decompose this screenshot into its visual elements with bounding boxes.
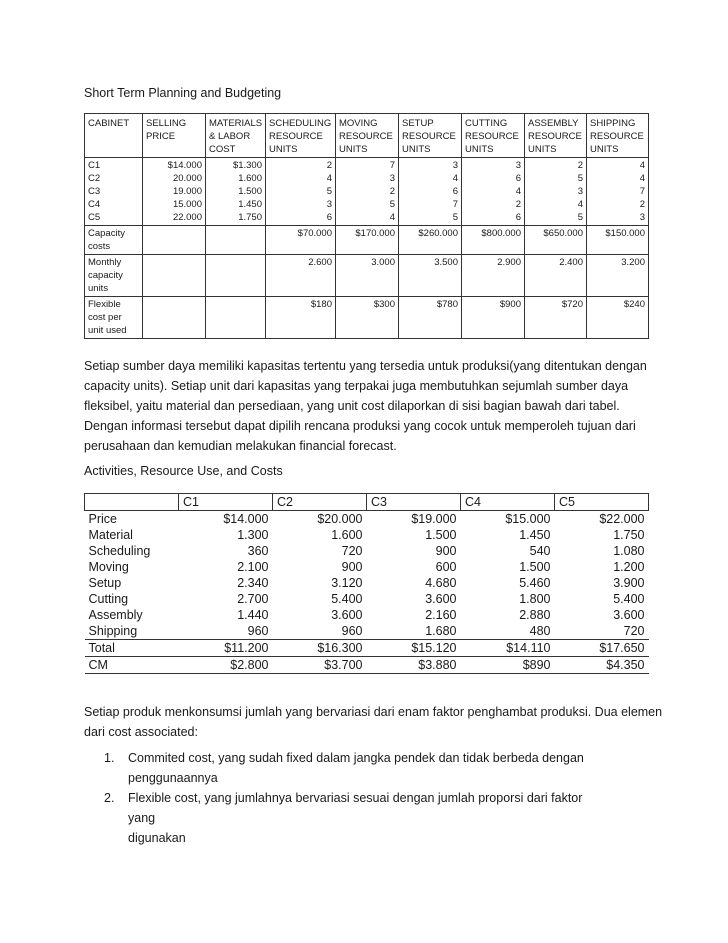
total-row	[85, 640, 649, 657]
table-cell: 960	[341, 624, 363, 638]
column-header: C1	[179, 494, 273, 511]
table-cell: 1.450	[519, 528, 551, 542]
table-cell: $720	[525, 297, 587, 339]
table-cell: 2.700	[237, 592, 269, 606]
column-header: C5	[555, 494, 649, 511]
table-cell: $180	[266, 297, 336, 339]
table-cell: 3.500	[399, 255, 462, 297]
capacity-costs-row	[85, 226, 649, 255]
table-cell: 900	[341, 560, 363, 574]
list-line: Flexible cost, yang jumlahnya bervariasi sesuai dengan jumlah proporsi dari faktor yang	[128, 791, 583, 825]
table-cell: $780	[399, 297, 462, 339]
column-header: C3	[367, 494, 461, 511]
header-cell: SETUP RESOURCE UNITS	[399, 114, 462, 158]
moving-units-cell: 7 3 2 5 4	[336, 158, 399, 226]
cabinet-resource-table	[84, 113, 649, 339]
row-label: Flexible cost per unit used	[85, 297, 143, 339]
materials-cost-cell: $1.300 1.600 1.500 1.450 1.750	[206, 158, 266, 226]
table-cell: 3.600	[613, 608, 645, 622]
table-cell: $14.110	[461, 640, 555, 657]
table-cell: 3.600	[425, 592, 457, 606]
row-label: Total	[85, 640, 179, 657]
cost-type-list	[104, 748, 604, 848]
table-cell: 2.340	[237, 576, 269, 590]
table-row	[85, 575, 649, 591]
list-item	[104, 748, 604, 788]
header-cell: CUTTING RESOURCE UNITS	[462, 114, 525, 158]
list-number: 2.	[104, 791, 115, 805]
table-header-row	[85, 494, 649, 511]
paragraph-factors	[84, 702, 664, 742]
table-cell: 4.680	[425, 576, 457, 590]
table-cell: $19.000	[367, 511, 461, 528]
row-label: Scheduling	[88, 544, 151, 558]
column-header: C2	[273, 494, 367, 511]
empty-cell	[143, 297, 206, 339]
list-item	[104, 788, 604, 848]
row-label: Cutting	[88, 592, 129, 606]
table-cell: $15.120	[367, 640, 461, 657]
table-cell: $3.880	[367, 657, 461, 674]
activities-cost-table	[84, 493, 649, 674]
table-cell: 360	[247, 544, 269, 558]
table-cell: 3.900	[613, 576, 645, 590]
table-cell: $17.650	[555, 640, 649, 657]
header-cell: SHIPPING RESOURCE UNITS	[587, 114, 649, 158]
cabinet-label-cell: C1 C2 C3 C4 C5	[85, 158, 143, 226]
table-cell: 3.600	[331, 608, 363, 622]
table-cell: $900	[462, 297, 525, 339]
table-cell: 1.800	[519, 592, 551, 606]
flexible-cost-row	[85, 297, 649, 339]
table-cell: $170.000	[336, 226, 399, 255]
section-title-planning: Short Term Planning and Budgeting	[84, 86, 282, 100]
table-row	[85, 543, 649, 559]
table-cell: $800.000	[462, 226, 525, 255]
table-row	[85, 527, 649, 543]
table-cell: $150.000	[587, 226, 649, 255]
table-cell: $20.000	[273, 511, 367, 528]
table-cell: 1.200	[613, 560, 645, 574]
table-header-row	[85, 114, 649, 158]
header-cell: MATERIALS & LABOR COST	[206, 114, 266, 158]
table-cell: $240	[587, 297, 649, 339]
table-cell: $11.200	[179, 640, 273, 657]
assembly-units-cell: 2 5 3 4 5	[525, 158, 587, 226]
table-cell: $4.350	[555, 657, 649, 674]
shipping-units-cell: 4 4 7 2 3	[587, 158, 649, 226]
table-cell: 1.750	[613, 528, 645, 542]
header-cell: SELLING PRICE	[143, 114, 206, 158]
table-cell: 540	[529, 544, 551, 558]
header-cell: ASSEMBLY RESOURCE UNITS	[525, 114, 587, 158]
cutting-units-cell: 3 6 4 2 6	[462, 158, 525, 226]
table-cell: 1.300	[237, 528, 269, 542]
monthly-units-row	[85, 255, 649, 297]
empty-cell	[143, 255, 206, 297]
table-cell: 1.500	[425, 528, 457, 542]
table-cell: $15.000	[461, 511, 555, 528]
table-cell: $650.000	[525, 226, 587, 255]
header-cell: SCHEDULING RESOURCE UNITS	[266, 114, 336, 158]
table-cell: $70.000	[266, 226, 336, 255]
table-cell: 720	[341, 544, 363, 558]
table-cell: $890	[461, 657, 555, 674]
table-cell: 600	[435, 560, 457, 574]
table-cell: 960	[247, 624, 269, 638]
table-cell: 720	[623, 624, 645, 638]
empty-cell	[85, 494, 179, 511]
table-cell: 1.600	[331, 528, 363, 542]
list-line: Commited cost, yang sudah fixed dalam jangka pendek dan tidak berbeda dengan	[128, 751, 584, 765]
scheduling-units-cell: 2 4 5 3 6	[266, 158, 336, 226]
table-cell: 2.100	[237, 560, 269, 574]
table-cell: 480	[529, 624, 551, 638]
section-title-activities: Activities, Resource Use, and Costs	[84, 464, 283, 478]
list-number: 1.	[104, 751, 115, 765]
table-cell: 2.880	[519, 608, 551, 622]
empty-cell	[143, 226, 206, 255]
table-cell: 5.460	[519, 576, 551, 590]
empty-cell	[206, 297, 266, 339]
row-label: Setup	[88, 576, 122, 590]
row-label: Material	[88, 528, 133, 542]
paragraph-line: Dengan informasi tersebut dapat dipilih rencana produksi yang cocok untuk memperoleh tujuan dari	[84, 419, 636, 433]
row-label: Moving	[88, 560, 129, 574]
table-cell: 3.000	[336, 255, 399, 297]
row-label: Monthly capacity units	[85, 255, 143, 297]
cm-row	[85, 657, 649, 674]
table-cell: 3.200	[587, 255, 649, 297]
table-cell: 1.080	[613, 544, 645, 558]
paragraph-line: perusahaan dan kemudian melakukan financial forecast.	[84, 439, 397, 453]
table-cell: $300	[336, 297, 399, 339]
empty-cell	[206, 255, 266, 297]
table-cell: $2.800	[179, 657, 273, 674]
list-line: digunakan	[128, 831, 186, 845]
table-cell: $3.700	[273, 657, 367, 674]
table-cell: 5.400	[331, 592, 363, 606]
table-cell: 2.900	[462, 255, 525, 297]
selling-price-cell: $14.000 20.000 19.000 15.000 22.000	[143, 158, 206, 226]
table-cell: 3.120	[331, 576, 363, 590]
list-line: penggunaannya	[128, 771, 218, 785]
paragraph-line: fleksibel, yaitu material dan persediaan, yang unit cost dilaporkan di sisi bagian bawah dari tabel.	[84, 399, 620, 413]
column-header: C4	[461, 494, 555, 511]
paragraph-line: Setiap produk menkonsumsi jumlah yang bervariasi dari enam faktor penghambat produksi. Dua elemen	[84, 705, 663, 719]
table-cell: 2.160	[425, 608, 457, 622]
cabinet-data-row	[85, 158, 649, 226]
paragraph-line: Setiap sumber daya memiliki kapasitas tertentu yang tersedia untuk produksi(yang ditentukan dengan	[84, 359, 647, 373]
table-cell: $22.000	[555, 511, 649, 528]
header-cell: CABINET	[85, 114, 143, 158]
table-cell: 900	[435, 544, 457, 558]
row-label: Assembly	[88, 608, 143, 622]
table-row	[85, 623, 649, 640]
table-cell: $14.000	[179, 511, 273, 528]
table-row	[85, 559, 649, 575]
paragraph-line: capacity units). Setiap unit dari kapasitas yang terpakai juga membutuhkan sejumlah sumber daya	[84, 379, 629, 393]
table-row	[85, 607, 649, 623]
table-cell: 5.400	[613, 592, 645, 606]
header-cell: MOVING RESOURCE UNITS	[336, 114, 399, 158]
paragraph-capacity	[84, 356, 654, 456]
table-cell: $16.300	[273, 640, 367, 657]
table-cell: 2.400	[525, 255, 587, 297]
empty-cell	[206, 226, 266, 255]
row-label: Price	[85, 511, 179, 528]
table-cell: $260.000	[399, 226, 462, 255]
paragraph-line: dari cost associated:	[84, 725, 198, 739]
table-cell: 1.440	[237, 608, 269, 622]
table-row	[85, 591, 649, 607]
row-label: Shipping	[88, 624, 138, 638]
row-label: CM	[85, 657, 179, 674]
setup-units-cell: 3 4 6 7 5	[399, 158, 462, 226]
table-cell: 1.680	[425, 624, 457, 638]
table-cell: 2.600	[266, 255, 336, 297]
table-row	[85, 511, 649, 528]
table-cell: 1.500	[519, 560, 551, 574]
row-label: Capacity costs	[85, 226, 143, 255]
